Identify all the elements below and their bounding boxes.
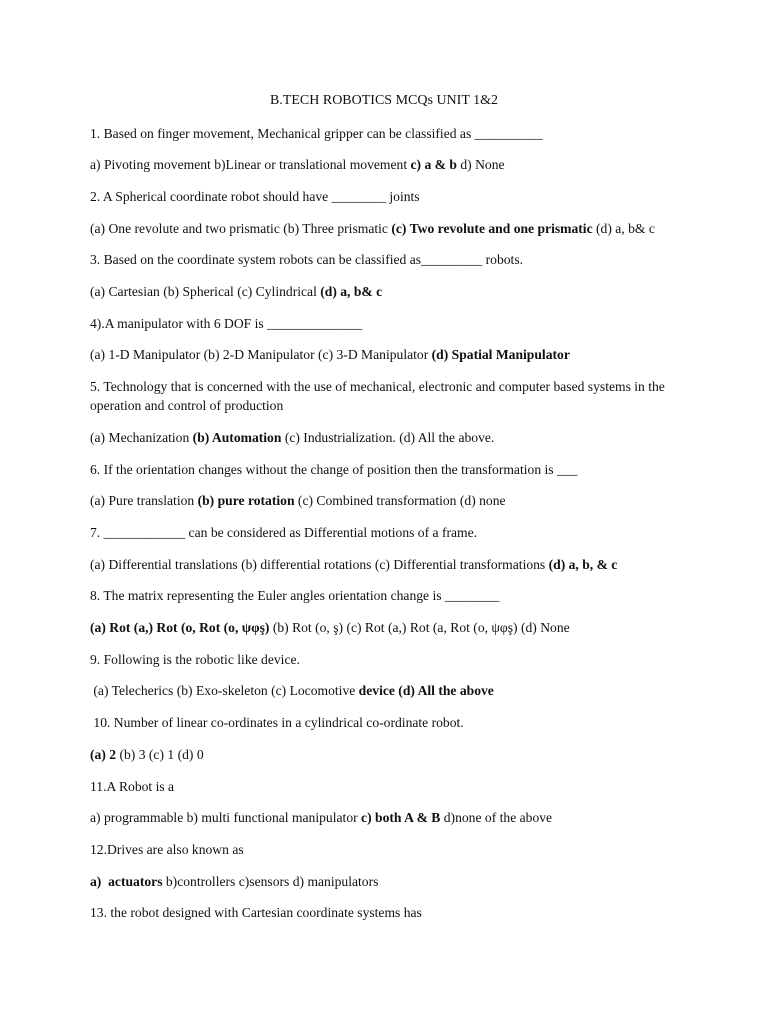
correct-answer: (d) a, b& c bbox=[320, 284, 383, 299]
correct-answer: (a) Rot (a,) Rot (o, Rot (o, ψφş) bbox=[90, 620, 270, 635]
option-text: (c) Combined transformation (d) none bbox=[294, 493, 506, 508]
question-8: 8. The matrix representing the Euler angles orientation change is ________ bbox=[90, 588, 500, 603]
question-3: 3. Based on the coordinate system robots can be classified as_________ robots. bbox=[90, 252, 524, 267]
option-text: (a) 1-D Manipulator (b) 2-D Manipulator (c) 3-D Manipulator bbox=[90, 347, 432, 362]
question-13: 13. the robot designed with Cartesian coordinate systems has bbox=[90, 905, 422, 920]
correct-answer: device (d) All the above bbox=[358, 683, 494, 698]
option-text: a) Pivoting movement b)Linear or translational movement bbox=[90, 157, 411, 172]
document-title: B.TECH ROBOTICS MCQs UNIT 1&2 bbox=[269, 93, 499, 108]
option-text: (a) Cartesian (b) Spherical (c) Cylindrical bbox=[90, 284, 321, 299]
option-text: (a) One revolute and two prismatic (b) Three prismatic bbox=[90, 221, 392, 236]
option-text: a) programmable b) multi functional manipulator bbox=[90, 810, 362, 825]
option-text: b)controllers c)sensors d) manipulators bbox=[162, 874, 379, 889]
correct-answer: (d) a, b, & c bbox=[548, 557, 618, 572]
answer-options-2 bbox=[90, 219, 690, 238]
option-text: d)none of the above bbox=[440, 810, 553, 825]
question-1: 1. Based on finger movement, Mechanical gripper can be classified as __________ bbox=[90, 126, 543, 141]
option-text: d) None bbox=[456, 157, 505, 172]
answer-options-8 bbox=[90, 618, 690, 637]
answer-options-5 bbox=[90, 428, 690, 447]
question-6: 6. If the orientation changes without the change of position then the transformation is ___ bbox=[90, 462, 578, 477]
answer-options-1 bbox=[90, 155, 690, 174]
question-12: 12.Drives are also known as bbox=[90, 842, 244, 857]
correct-answer: (a) 2 bbox=[90, 747, 117, 762]
option-text: (c) Industrialization. (d) All the above. bbox=[281, 430, 495, 445]
correct-answer: (b) pure rotation bbox=[197, 493, 295, 508]
correct-answer: c) a & b bbox=[410, 157, 457, 172]
answer-options-11 bbox=[90, 808, 690, 827]
correct-answer: (d) Spatial Manipulator bbox=[431, 347, 570, 362]
question-9: 9. Following is the robotic like device. bbox=[90, 652, 300, 667]
option-text: (a) Mechanization bbox=[90, 430, 193, 445]
correct-answer: (c) Two revolute and one prismatic bbox=[391, 221, 593, 236]
answer-options-6 bbox=[90, 491, 690, 510]
correct-answer: c) both A & B bbox=[361, 810, 441, 825]
option-text: (a) Pure translation bbox=[90, 493, 198, 508]
question-11: 11.A Robot is a bbox=[90, 779, 175, 794]
correct-answer: (b) Automation bbox=[192, 430, 282, 445]
correct-answer: a) actuators bbox=[90, 874, 163, 889]
question-2: 2. A Spherical coordinate robot should have ________ joints bbox=[90, 189, 420, 204]
option-text: (a) Telecherics (b) Exo-skeleton (c) Locomotive bbox=[90, 683, 359, 698]
answer-options-12 bbox=[90, 872, 690, 891]
answer-options-3 bbox=[90, 282, 690, 301]
answer-options-10 bbox=[90, 745, 690, 764]
option-text: (b) Rot (o, ş) (c) Rot (a,) Rot (a, Rot (o, ψφş) (d) None bbox=[269, 620, 570, 635]
question-10: 10. Number of linear co-ordinates in a cylindrical co-ordinate robot. bbox=[90, 715, 464, 730]
option-text: (d) a, b& c bbox=[592, 221, 655, 236]
question-4: 4).A manipulator with 6 DOF is ______________ bbox=[90, 316, 363, 331]
answer-options-7 bbox=[90, 555, 690, 574]
option-text: (b) 3 (c) 1 (d) 0 bbox=[116, 747, 204, 762]
option-text: (a) Differential translations (b) differential rotations (c) Differential transformations bbox=[90, 557, 549, 572]
answer-options-4 bbox=[90, 345, 690, 364]
answer-options-9 bbox=[90, 681, 690, 700]
question-7: 7. ____________ can be considered as Differential motions of a frame. bbox=[90, 525, 478, 540]
question-5: 5. Technology that is concerned with the use of mechanical, electronic and computer based systems in the operation and control of production bbox=[90, 379, 665, 413]
